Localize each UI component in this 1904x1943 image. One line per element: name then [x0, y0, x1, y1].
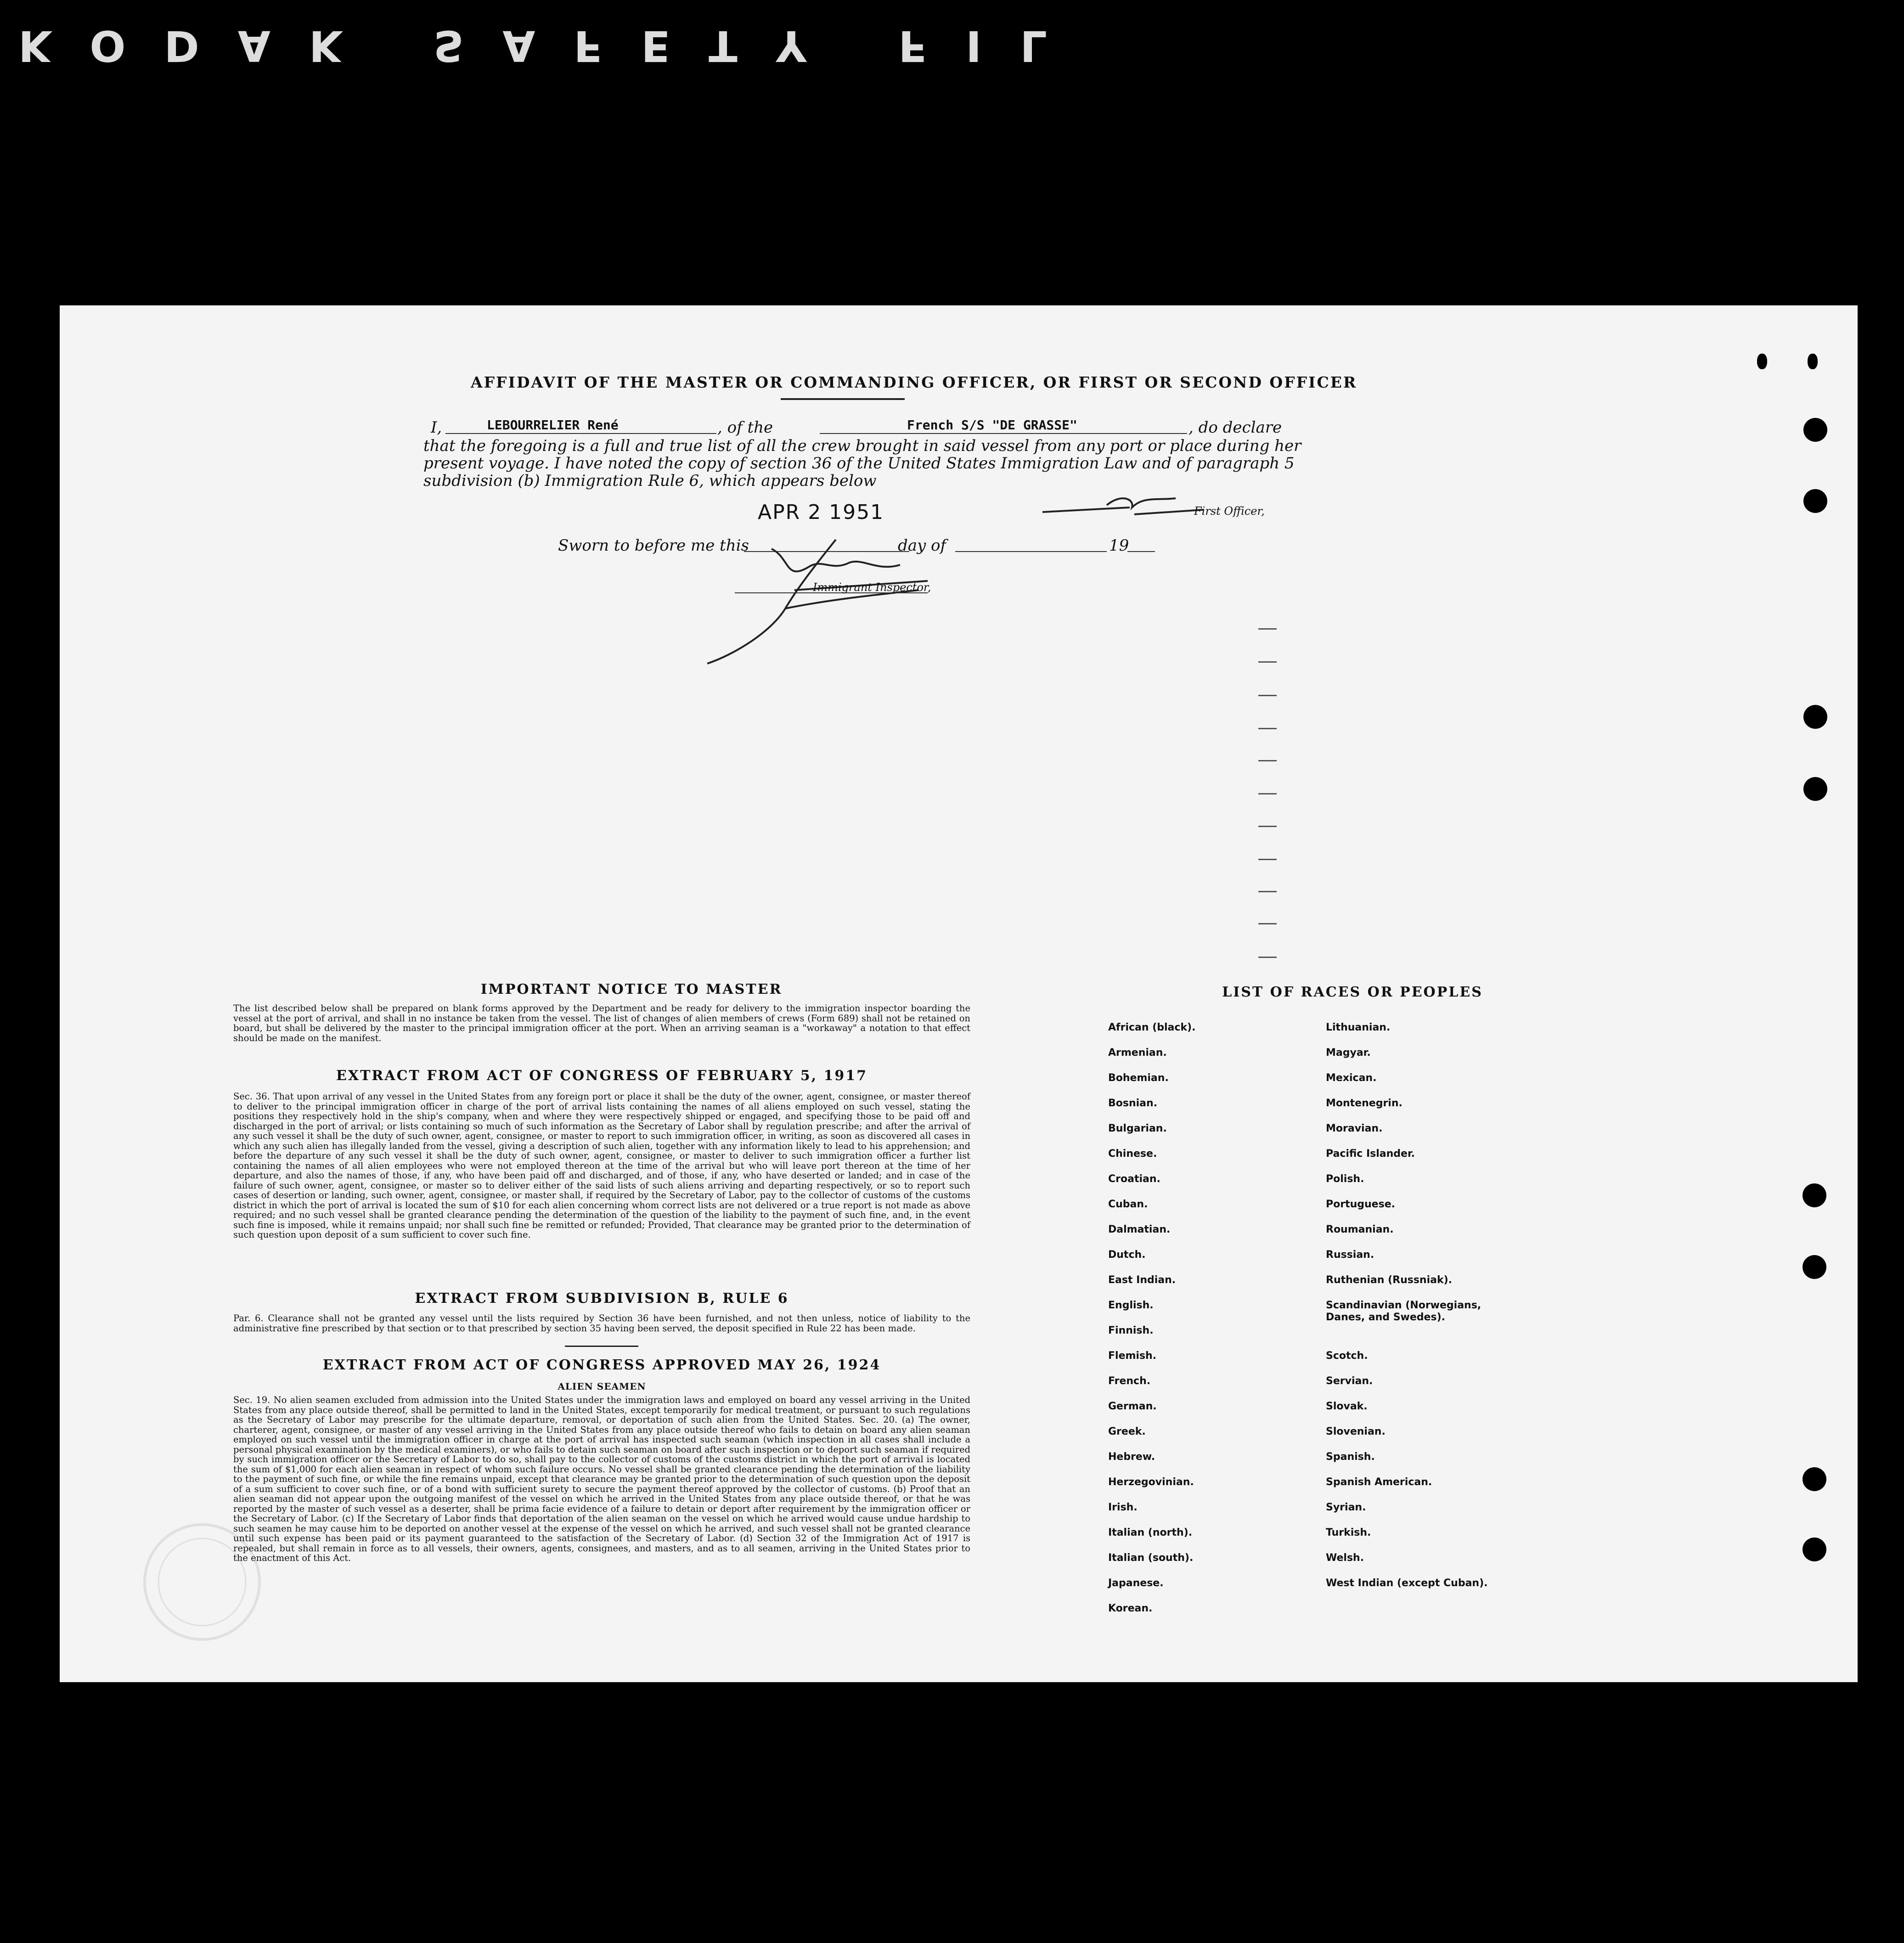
race-entry: English. — [1108, 1300, 1154, 1311]
inspector-label: Immigrant Inspector, — [813, 581, 931, 594]
race-entry: Scandinavian (Norwegians, Danes, and Swedes). — [1326, 1300, 1482, 1323]
notice-body: The list described below shall be prepared on blank forms approved by the Department and be ready for delivery to the immigration inspector boarding the vessel at the port of arrival, and shall in no instance be taken from the vessel. The list of changes of alien members of crews (Form 689) shall not be retained on board, but shall be delivered by the master to the principal immigration officer at the port. When an arriving seaman is a "workaway" a notation to that effect should be made on the manifest. — [233, 1003, 970, 1043]
film-edge-text — [0, 18, 1065, 73]
film-edge-letter: S — [434, 21, 464, 71]
film-edge-letter: F — [574, 21, 603, 71]
document-page — [60, 305, 1858, 1682]
faint-mark — [1258, 891, 1277, 892]
extract-1917-body: Sec. 36. That upon arrival of any vessel in the United States from any foreign port or place it shall be the duty of the owner, agent, consignee, or master thereof to deliver to the principal immigration officer in charge of the port of arrival lists containing the names of all aliens employed on such vessel, stating the positions they respectively hold in the ship's company, when and where they were respectively shipped or engaged, and specifying those to be paid off and discharged in the port of arrival; or lists containing so much of such information as the Secretary of Labor shall by regulation prescribe; and after the arrival of any such vessel it shall be the duty of such owner, agent, consignee, or master to report to such immigration officer, in writing, as soon as discovered all cases in which any such alien has illegally landed from the vessel, giving a description of such alien, together with any information likely to lead to his apprehension; and before the departure of any such vessel it shall be the duty of such owner, agent, consignee, or master to deliver to such immigration officer a further list containing the names of all alien employees who were not employed thereon at the time of the arrival but who will leave port thereon at the time of her departure, and also the names of those, if any, who have been paid off and discharged, and of those, if any, who have deserted or landed; and in case of the failure of such owner, agent, consignee, or master so to deliver either of the said lists of such aliens arriving and departing respectively, or so to report such cases of desertion or landing, such owner, agent, consignee, or master shall, if required by the Secretary of Labor, pay to the collector of customs of the customs district in which the port of arrival is located the sum of $10 for each alien concerning whom correct lists are not delivered or a true report is not made as above required; and no such vessel shall be granted clearance pending the determination of the question of the liability to the payment of such fine, and, in the event such fine is imposed, while it remains unpaid; nor shall such fine be remitted or refunded; Provided, That clearance may be granted prior to the determination of such question upon deposit of a sum sufficient to cover such fine. — [233, 1091, 970, 1240]
film-edge-letter: K — [18, 21, 51, 71]
notice-title: IMPORTANT NOTICE TO MASTER — [480, 981, 783, 997]
subdivision-title: EXTRACT FROM SUBDIVISION B, RULE 6 — [415, 1290, 789, 1307]
film-edge-letter: Y — [776, 21, 807, 71]
race-entry: Bulgarian. — [1108, 1123, 1167, 1134]
race-entry: Korean. — [1108, 1603, 1153, 1614]
punch-hole — [1803, 418, 1827, 442]
race-entry: Italian (south). — [1108, 1552, 1194, 1564]
punch-hole — [1808, 354, 1818, 369]
race-entry: Dutch. — [1108, 1249, 1146, 1261]
race-entry: Hebrew. — [1108, 1451, 1155, 1463]
film-edge-letter: T — [708, 21, 738, 71]
race-entry: Slovak. — [1326, 1401, 1368, 1412]
race-entry: Magyar. — [1326, 1047, 1371, 1059]
race-entry: Dalmatian. — [1108, 1224, 1171, 1235]
film-edge-letter: A — [502, 21, 535, 71]
day-of-label: day of — [898, 536, 946, 555]
year-prefix: 19 — [1109, 536, 1129, 555]
film-edge-letter: L — [1020, 21, 1047, 71]
race-entry: Slovenian. — [1326, 1426, 1386, 1437]
extract-1924-title: EXTRACT FROM ACT OF CONGRESS APPROVED MAY 26, 1924 — [322, 1357, 881, 1373]
race-entry: Cuban. — [1108, 1199, 1148, 1210]
race-entry: Chinese. — [1108, 1148, 1157, 1160]
race-entry: Armenian. — [1108, 1047, 1167, 1059]
race-entry: Scotch. — [1326, 1350, 1368, 1362]
race-entry: Mexican. — [1326, 1072, 1377, 1084]
punch-hole — [1803, 1538, 1826, 1561]
faint-mark — [1258, 957, 1277, 958]
film-edge-letter: K — [309, 21, 342, 71]
race-entry: Spanish. — [1326, 1451, 1375, 1463]
affidavit-title: AFFIDAVIT OF THE MASTER OR COMMANDING OFFICER, OR FIRST OR SECOND OFFICER — [471, 373, 1358, 391]
extract-1917-title: EXTRACT FROM ACT OF CONGRESS OF FEBRUARY 5, 1917 — [336, 1068, 868, 1084]
name-field-line — [445, 433, 716, 434]
punch-hole — [1757, 354, 1767, 369]
affidavit-line-3: present voyage. I have noted the copy of section 36 of the United States Immigration Law and of paragraph 5 — [423, 454, 1295, 473]
punch-hole — [1803, 489, 1827, 513]
race-entry: Welsh. — [1326, 1552, 1364, 1564]
faint-mark — [1258, 628, 1277, 630]
race-entry: Spanish American. — [1326, 1476, 1432, 1488]
faint-mark — [1258, 760, 1277, 761]
film-edge-letter: E — [641, 21, 670, 71]
sworn-label: Sworn to before me this — [558, 536, 749, 555]
title-rule — [781, 398, 905, 400]
do-declare-label: , do declare — [1189, 418, 1282, 437]
film-edge-letter: A — [237, 21, 270, 71]
punch-hole — [1803, 1255, 1826, 1279]
affidavit-line-2: that the foregoing is a full and true list of all the crew brought in said vessel from any port or place during her — [423, 437, 1301, 455]
punch-hole — [1803, 705, 1827, 729]
race-entry: Montenegrin. — [1326, 1098, 1403, 1109]
alien-seamen-subtitle: ALIEN SEAMEN — [558, 1381, 646, 1392]
race-entry: Servian. — [1326, 1375, 1373, 1387]
film-edge-letter: D — [164, 21, 199, 71]
race-entry: Irish. — [1108, 1502, 1138, 1513]
master-name: LEBOURRELIER René — [487, 417, 619, 433]
race-entry: Herzegovinian. — [1108, 1476, 1194, 1488]
race-entry: Pacific Islander. — [1326, 1148, 1415, 1160]
punch-hole — [1803, 1183, 1826, 1207]
of-the-label: , of the — [717, 418, 773, 437]
race-entry: Greek. — [1108, 1426, 1146, 1437]
faint-mark — [1258, 661, 1277, 663]
race-entry: Flemish. — [1108, 1350, 1157, 1362]
film-edge-letter: O — [90, 21, 126, 71]
race-entry: African (black). — [1108, 1022, 1196, 1033]
month-line — [955, 551, 1107, 552]
film-edge-letter: I — [966, 21, 982, 71]
year-line — [1127, 551, 1155, 552]
punch-hole — [1803, 777, 1827, 801]
faint-mark — [1258, 923, 1277, 924]
race-entry: Bosnian. — [1108, 1098, 1158, 1109]
vessel-field-line — [820, 433, 1187, 434]
race-entry: Bohemian. — [1108, 1072, 1169, 1084]
faint-seal — [133, 1518, 271, 1646]
race-entry: Russian. — [1326, 1249, 1374, 1261]
subdivision-rule — [565, 1346, 638, 1347]
race-entry: Roumanian. — [1326, 1224, 1394, 1235]
officer-signature — [1038, 480, 1212, 521]
race-entry: Portuguese. — [1326, 1199, 1395, 1210]
race-entry: German. — [1108, 1401, 1157, 1412]
races-title: LIST OF RACES OR PEOPLES — [1222, 984, 1483, 1000]
race-entry: Japanese. — [1108, 1577, 1164, 1589]
film-edge-letter — [380, 22, 395, 71]
race-entry: French. — [1108, 1375, 1151, 1387]
faint-mark — [1258, 859, 1277, 860]
race-entry: Lithuanian. — [1326, 1022, 1391, 1033]
faint-mark — [1258, 728, 1277, 729]
race-entry: West Indian (except Cuban). — [1326, 1577, 1488, 1589]
faint-mark — [1258, 826, 1277, 827]
race-entry: East Indian. — [1108, 1274, 1176, 1286]
punch-hole — [1803, 1467, 1826, 1491]
film-edge-letter — [845, 22, 860, 71]
faint-mark — [1258, 695, 1277, 696]
extract-1924-body: Sec. 19. No alien seamen excluded from admission into the United States under the immigration laws and employed on board any vessel arriving in the United States from any place outside thereof, shall be permitted to land in the United States, except temporarily for medical treatment, or pursuant to such regulations as the Secretary of Labor may prescribe for the ultimate departure, removal, or deportation of such alien from the United States. Sec. 20. (a) The owner, charterer, agent, consignee, or master of any vessel arriving in the United States from any place outside thereof who fails to detain on board any alien seaman employed on such vessel until the immigration officer in charge at the port of arrival has inspected such seaman (which inspection in all cases shall include a personal physical examination by the medical examiners), or who fails to detain such seaman on board after such inspection or to deport such seaman if required by such immigration officer or the Secretary of Labor to do so, shall pay to the collector of customs of the customs district in which the port of arrival is located the sum of $1,000 for each alien seaman in respect of whom such failure occurs. No vessel shall be granted clearance pending the determination of the liability to the payment of such fine, or while the fine remains unpaid, except that clearance may be granted prior to the determination of such question upon the deposit of a sum sufficient to cover such fine, or of a bond with sufficient surety to secure the payment thereof approved by the collector of customs. (b) Proof that an alien seaman did not appear upon the outgoing manifest of the vessel on which he arrived in the United States from any place outside thereof, or that he was reported by the master of such vessel as a deserter, shall be prima facie evidence of a failure to detain or deport after requirement by the immigration officer or the Secretary of Labor. (c) If the Secretary of Labor finds that deportation of the alien seaman on the vessel on which he arrived would cause undue hardship to such seamen he may cause him to be deported on another vessel at the expense of the vessel on which he arrived, and such vessel shall not be granted clearance until such expense has been paid or its payment guaranteed to the satisfaction of the Secretary of Labor. (d) Section 32 of the Immigration Act of 1917 is repealed, but shall remain in force as to all vessels, their owners, agents, consignees, and masters, and as to all seamen, arriving in the United States prior to the enactment of this Act. — [233, 1395, 970, 1563]
affidavit-i-label: I, — [431, 418, 442, 437]
race-entry: Croatian. — [1108, 1173, 1160, 1185]
subdivision-body: Par. 6. Clearance shall not be granted any vessel until the lists required by Section 36 have been furnished, and not then unless, notice of liability to the administrative fine prescribed by that section or to that prescribed by section 35 having been served, the deposit specified in Rule 22 has been made. — [233, 1313, 970, 1334]
inspector-signature — [680, 530, 937, 668]
faint-mark — [1258, 793, 1277, 794]
race-entry: Turkish. — [1326, 1527, 1371, 1538]
race-entry: Polish. — [1326, 1173, 1364, 1185]
officer-label: First Officer, — [1194, 505, 1265, 518]
race-entry: Ruthenian (Russniak). — [1326, 1274, 1453, 1286]
race-entry: Syrian. — [1326, 1502, 1366, 1513]
date-stamp: APR 2 1951 — [758, 501, 884, 524]
race-entry: Italian (north). — [1108, 1527, 1193, 1538]
film-edge-letter: F — [898, 21, 928, 71]
vessel-name: French S/S "DE GRASSE" — [907, 417, 1077, 433]
affidavit-line-4: subdivision (b) Immigration Rule 6, which appears below — [423, 472, 877, 490]
race-entry: Moravian. — [1326, 1123, 1383, 1134]
race-entry: Finnish. — [1108, 1325, 1154, 1336]
